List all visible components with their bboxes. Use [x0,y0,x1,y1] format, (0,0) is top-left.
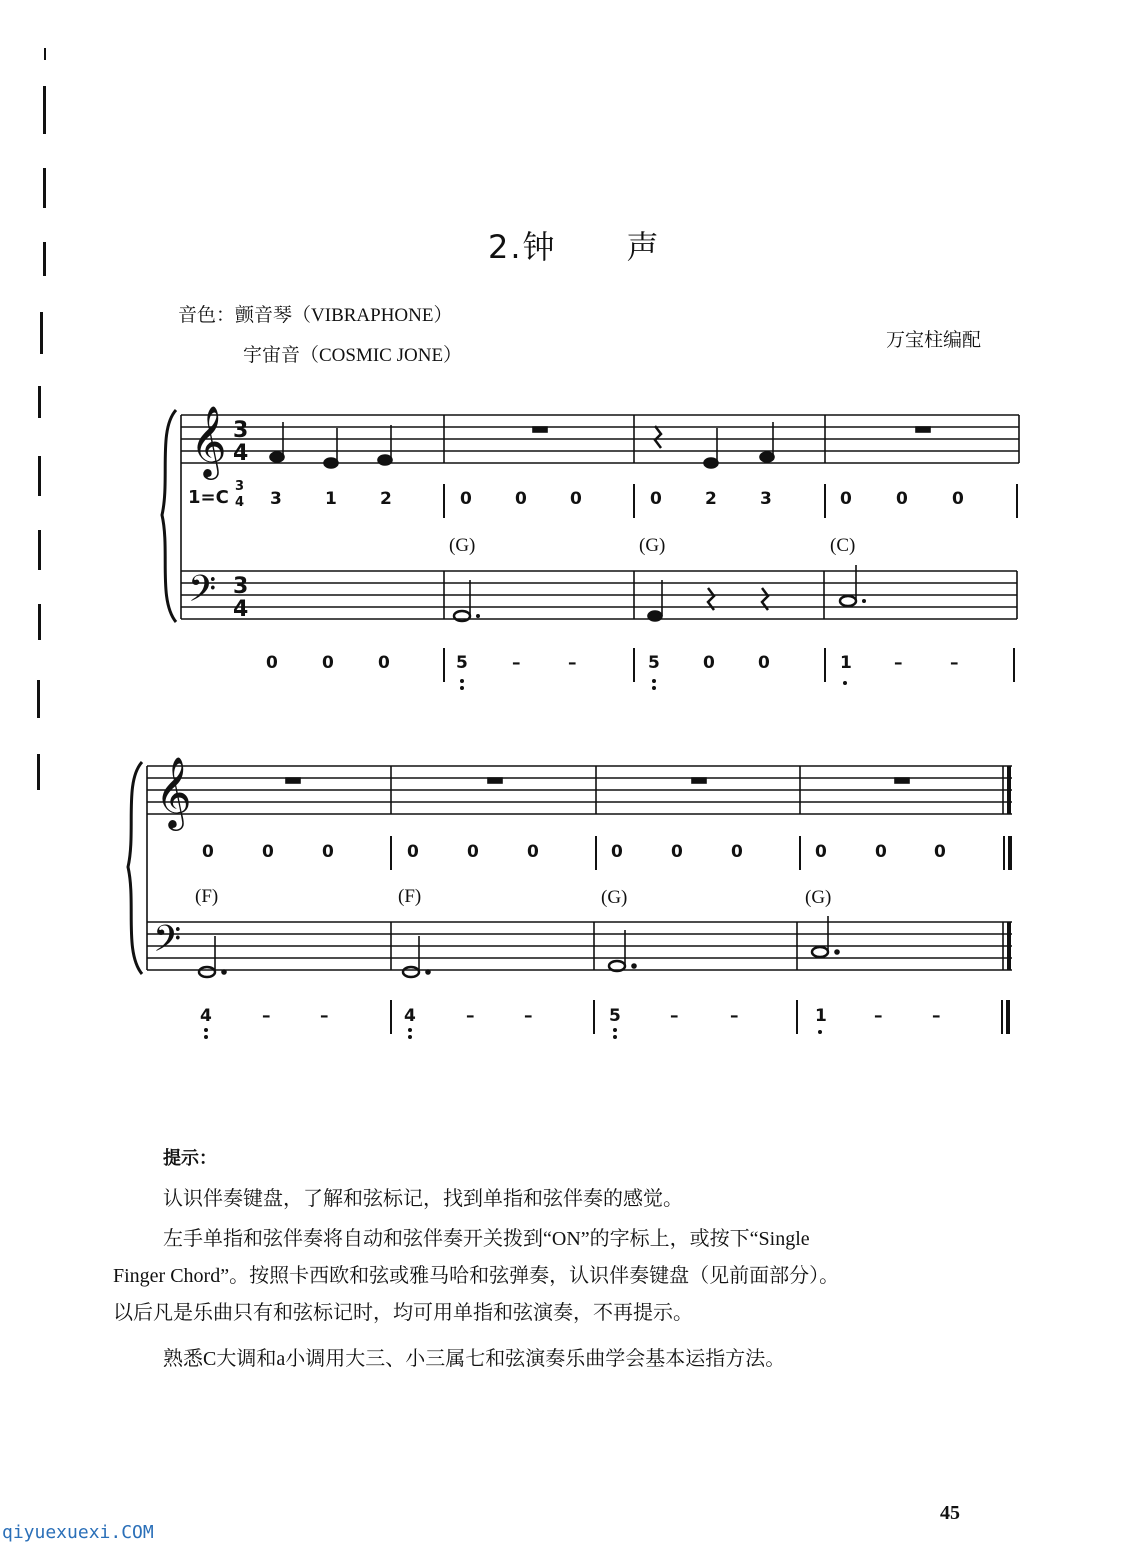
system2-treble-staff [147,766,1012,970]
jianpu-note: 0 [262,842,274,862]
jianpu-note: 0 [407,842,419,862]
system1-bass-staff [181,571,1017,619]
treble-clef-2: 𝄞 [155,755,192,828]
chord-label: (G) [601,887,628,908]
jianpu-note: 3 [760,489,772,509]
jianpu-note: 4 [200,1006,212,1026]
jianpu-note: 0 [515,489,527,509]
jianpu-note: – [320,1006,329,1026]
jianpu-note: – [874,1006,883,1026]
title-part2: 声 [626,229,661,265]
jianpu-note: 0 [703,653,715,673]
jianpu-note: – [524,1006,533,1026]
key-signature: 1=C [188,487,229,508]
brace-1 [162,410,176,622]
jianpu-note: 0 [671,842,683,862]
bass-clef-2: 𝄢 [153,918,182,969]
jianpu-time-top: 3 [235,479,245,494]
chord-label: (G) [805,887,832,908]
jianpu-note: 0 [896,489,908,509]
svg-text:4: 4 [233,441,249,466]
treble-clef-1: 𝄞 [190,404,227,477]
jianpu-note: 0 [840,489,852,509]
jianpu-note: 2 [380,489,392,509]
jianpu-time-bottom: 4 [235,495,245,510]
tone-label: 音色： [178,305,236,326]
brace-2 [128,762,142,974]
jianpu-note: 0 [467,842,479,862]
jianpu-note: 1 [840,653,852,673]
system2-bass-staff [147,922,1012,970]
jianpu-note: 2 [705,489,717,509]
jianpu-note: 0 [815,842,827,862]
octave-dots [204,679,847,1039]
jianpu-note: – [568,653,577,673]
jianpu-note: – [950,653,959,673]
jianpu-note: 0 [527,842,539,862]
jianpu-note: 1 [325,489,337,509]
jianpu-note: 0 [875,842,887,862]
chord-label: (F) [398,886,422,907]
jianpu-note: 0 [460,489,472,509]
system1-treble-staff [181,415,1019,619]
jianpu-note: 5 [648,653,660,673]
bass-clef-1: 𝄢 [188,568,217,619]
chord-label: (F) [195,886,219,907]
jianpu-note: 0 [378,653,390,673]
svg-text:3: 3 [233,574,249,599]
hint-label: 提示： [163,1148,217,1168]
title-number: 2. [488,228,523,266]
jianpu-note: 1 [815,1006,827,1026]
jianpu-note: 5 [609,1006,621,1026]
tone-voice1: 颤音琴（VIBRAPHONE） [235,305,453,326]
jianpu-note: 0 [266,653,278,673]
jianpu-note: – [262,1006,271,1026]
system2-jianpu-barlines [391,836,1010,1034]
system2-notes [199,778,909,977]
svg-text:3: 3 [233,418,249,443]
jianpu-note: – [894,653,903,673]
chord-label: (C) [830,535,856,556]
jianpu-note: – [512,653,521,673]
chord-label: (G) [639,535,666,556]
title-part1: 钟 [522,229,557,265]
svg-text:4: 4 [233,597,249,622]
jianpu-note: 0 [322,653,334,673]
jianpu-note: – [670,1006,679,1026]
jianpu-note: – [730,1006,739,1026]
jianpu-note: 4 [404,1006,416,1026]
hint-paragraph-3: 熟悉C大调和a小调用大三、小三属七和弦演奏乐曲学会基本运指方法。 [163,1348,786,1370]
jianpu-note: 0 [322,842,334,862]
tone-voice2: 宇宙音（COSMIC JONE） [243,345,463,366]
jianpu-note: 0 [202,842,214,862]
arranger: 万宝柱编配 [886,330,982,351]
system1-melody-notes [270,422,930,621]
jianpu-note: 0 [611,842,623,862]
hint-paragraph-1: 认识伴奏键盘，了解和弦标记，找到单指和弦伴奏的感觉。 [163,1188,683,1210]
jianpu-note: 0 [570,489,582,509]
jianpu-note: 0 [650,489,662,509]
jianpu-note: 5 [456,653,468,673]
jianpu-note: 0 [952,489,964,509]
chord-label: (G) [449,535,476,556]
hint-paragraph-2-line1: 左手单指和弦伴奏将自动和弦伴奏开关拨到“ON”的字标上，或按下“Single [163,1228,810,1250]
hint-paragraph-2-line3: 以后凡是乐曲只有和弦标记时，均可用单指和弦演奏，不再提示。 [113,1302,693,1324]
jianpu-note: – [932,1006,941,1026]
jianpu-note: 0 [731,842,743,862]
watermark-logo: qiyuexuexi.COM [2,1522,154,1543]
jianpu-note: 0 [934,842,946,862]
hint-paragraph-2-line2: Finger Chord”。按照卡西欧和弦或雅马哈和弦弹奏，认识伴奏键盘（见前面部分）。 [113,1265,840,1287]
jianpu-note: – [466,1006,475,1026]
jianpu-note: 3 [270,489,282,509]
page-number: 45 [940,1502,960,1524]
jianpu-note: 0 [758,653,770,673]
